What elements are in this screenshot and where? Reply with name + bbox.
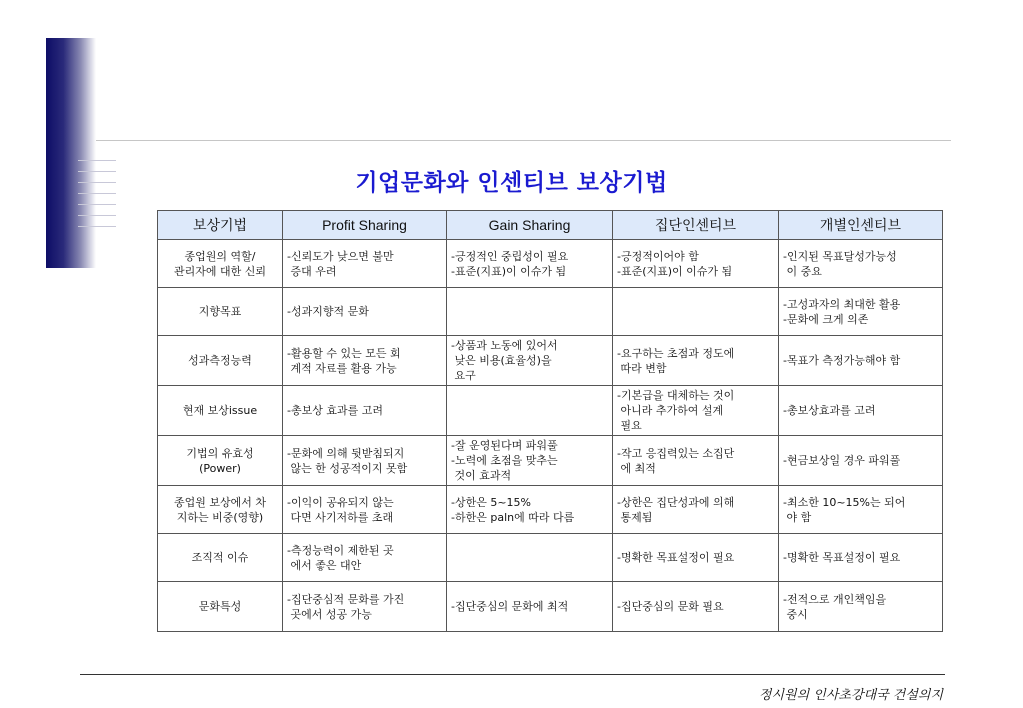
row-label: 조직적 이슈 (158, 534, 283, 582)
bottom-divider (80, 674, 945, 675)
table-cell: -인지된 목표달성가능성 이 중요 (779, 240, 943, 288)
table-cell: -고성과자의 최대한 활용 -문화에 크게 의존 (779, 288, 943, 336)
table-row (158, 486, 943, 534)
row-label: 성과측정능력 (158, 336, 283, 386)
column-header: 개별인센티브 (779, 211, 943, 240)
table-row (158, 386, 943, 436)
table-header-row (158, 211, 943, 240)
table-cell: -작고 응집력있는 소집단 에 최적 (613, 436, 779, 486)
table-cell: -명확한 목표설정이 필요 (613, 534, 779, 582)
row-label: 문화특성 (158, 582, 283, 632)
table-cell: -기본급을 대체하는 것이 아니라 추가하여 설계 필요 (613, 386, 779, 436)
table-cell (447, 386, 613, 436)
row-label: 지향목표 (158, 288, 283, 336)
column-header: Profit Sharing (283, 211, 447, 240)
table-cell: -상한은 집단성과에 의해 통제됨 (613, 486, 779, 534)
table-row (158, 288, 943, 336)
incentive-comparison-table (157, 210, 943, 632)
page-title: 기업문화와 인센티브 보상기법 (355, 170, 668, 196)
table-cell: -명확한 목표설정이 필요 (779, 534, 943, 582)
table-cell: -집단중심의 문화 필요 (613, 582, 779, 632)
table-cell: -상품과 노동에 있어서 낮은 비용(효율성)을 요구 (447, 336, 613, 386)
column-header: Gain Sharing (447, 211, 613, 240)
table-cell: -총보상 효과를 고려 (283, 386, 447, 436)
row-label: 현재 보상issue (158, 386, 283, 436)
table-row (158, 534, 943, 582)
table-cell: -목표가 측정가능해야 함 (779, 336, 943, 386)
table-cell (447, 288, 613, 336)
column-header: 보상기법 (158, 211, 283, 240)
table-cell: -총보상효과를 고려 (779, 386, 943, 436)
row-label: 종업원의 역할/ 관리자에 대한 신뢰 (158, 240, 283, 288)
table-cell: -최소한 10~15%는 되어 야 함 (779, 486, 943, 534)
row-label: 기법의 유효성 (Power) (158, 436, 283, 486)
table-cell: -신뢰도가 낮으면 불만 증대 우려 (283, 240, 447, 288)
table-row (158, 336, 943, 386)
table-cell: -성과지향적 문화 (283, 288, 447, 336)
table-cell: -긍정적이어야 함 -표준(지표)이 이슈가 됨 (613, 240, 779, 288)
table-cell: -측정능력이 제한된 곳 에서 좋은 대안 (283, 534, 447, 582)
table-cell: -집단중심적 문화를 가진 곳에서 성공 가능 (283, 582, 447, 632)
table-cell: -잘 운영된다며 파워풀 -노력에 초점을 맞추는 것이 효과적 (447, 436, 613, 486)
table-cell: -현금보상일 경우 파워풀 (779, 436, 943, 486)
table-cell (613, 288, 779, 336)
table-row (158, 240, 943, 288)
table-cell (447, 534, 613, 582)
table-cell: -긍정적인 중립성이 필요 -표준(지표)이 이슈가 됨 (447, 240, 613, 288)
table-cell: -집단중심의 문화에 최적 (447, 582, 613, 632)
table-cell: -활용할 수 있는 모든 회 계적 자료를 활용 가능 (283, 336, 447, 386)
table-cell: -이익이 공유되지 않는 다면 사기저하를 초래 (283, 486, 447, 534)
row-label: 종업원 보상에서 차 지하는 비중(영향) (158, 486, 283, 534)
table-row (158, 582, 943, 632)
table-cell: -요구하는 초점과 정도에 따라 변함 (613, 336, 779, 386)
table-cell: -문화에 의해 뒷받침되지 않는 한 성공적이지 못함 (283, 436, 447, 486)
footer-caption: 정시원의 인사초강대국 건설의지 (758, 688, 943, 703)
top-divider (96, 140, 951, 141)
table-cell: -상한은 5~15% -하한은 paln에 따라 다름 (447, 486, 613, 534)
column-header: 집단인센티브 (613, 211, 779, 240)
table-cell: -전적으로 개인책임을 중시 (779, 582, 943, 632)
table-row (158, 436, 943, 486)
